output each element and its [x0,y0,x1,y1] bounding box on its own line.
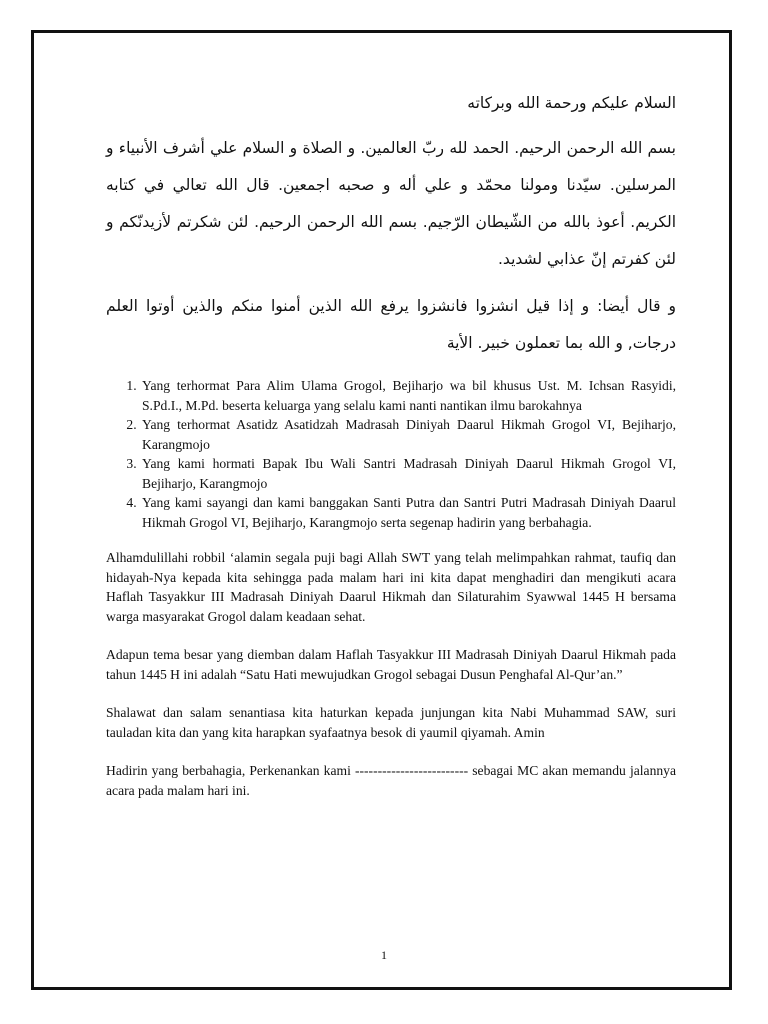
list-item: 3. Yang kami hormati Bapak Ibu Wali Santri Madrasah Diniyah Daarul Hikmah Grogol VI, Bejiharjo, Karangmojo [140,454,676,493]
list-item: 4. Yang kami sayangi dan kami banggakan Santi Putra dan Santri Putri Madrasah Diniyah Daarul Hikmah Grogol VI, Bejiharjo, Karangmojo serta segenap hadirin yang berbahagia. [140,493,676,532]
paragraph-shalawat: Shalawat dan salam senantiasa kita haturkan kepada junjungan kita Nabi Muhammad SAW, suri tauladan kita dan yang kita harapkan syafaatnya besok di yaumil qiyamah. Amin [106,705,676,740]
honorifics-list [106,376,676,532]
document-body [106,88,676,819]
arabic-opening-prayer: بسم الله الرحمن الرحيم. الحمد لله ربّ العالمين. و الصلاة و السلام علي أشرف الأنبياء و المرسلين. سيّدنا ومولنا محمّد و علي أله و صحبه اجمعين. قال الله تعالي في كتابه الكريم. أعوذ بالله من الشّيطان الرّجيم. بسم الله الرحمن الرحيم. لئن شكرتم لأزيدنّكم و لئن كفرتم إنّ عذابي لشديد. [106,139,676,268]
paragraph-gratitude: Alhamdulillahi robbil ‘alamin segala puji bagi Allah SWT yang telah melimpahkan rahmat, taufiq dan hidayah-Nya kepada kita sehingga pada malam hari ini kita dapat menghadiri dan mengikuti acara Haflah Tasyakkur III Madrasah Diniyah Daarul Hikmah dan Silaturahim Syawwal 1445 H bersama warga masyarakat Grogol dalam keadaan sehat. [106,550,676,624]
paragraph-mc-intro: Hadirin yang berbahagia, Perkenankan kami ------------------------- sebagai MC akan memandu jalannya acara pada malam hari ini. [106,763,676,798]
list-item: 2. Yang terhormat Asatidz Asatidzah Madrasah Diniyah Daarul Hikmah Grogol VI, Bejiharjo, Karangmojo [140,415,676,454]
page-number: 1 [381,948,387,962]
paragraph-theme: Adapun tema besar yang diemban dalam Haflah Tasyakkur III Madrasah Diniyah Daarul Hikmah pada tahun 1445 H ini adalah “Satu Hati mewujudkan Grogol sebagai Dusun Penghafal Al-Qur’an.” [106,647,676,682]
arabic-quran-verse: و قال أيضا: و إذا قيل انشزوا فانشزوا يرفع الله الذين أمنوا منكم والذين أوتوا العلم درجات, و الله بما تعملون خبير. الأية [106,297,676,352]
arabic-greeting: السلام عليكم ورحمة الله وبركاته [467,94,676,112]
list-item: 1. Yang terhormat Para Alim Ulama Grogol, Bejiharjo wa bil khusus Ust. M. Ichsan Rasyidi, S.Pd.I., M.Pd. beserta keluarga yang selalu kami nanti nantikan ilmu barokahnya [140,376,676,415]
